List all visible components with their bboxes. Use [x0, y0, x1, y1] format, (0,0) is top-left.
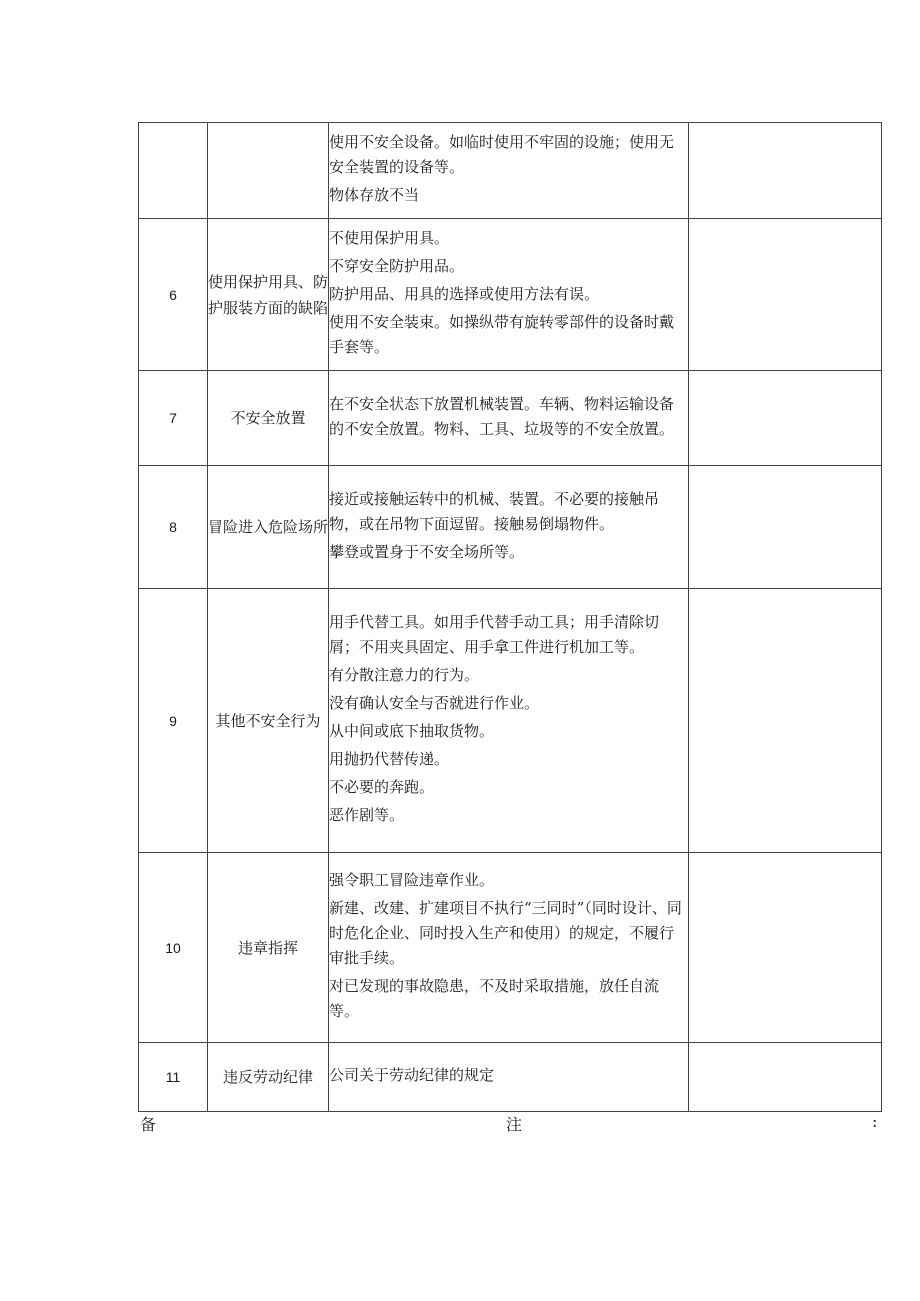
row-remark-cell: [689, 123, 882, 219]
description-item: 没有确认安全与否就进行作业。: [329, 694, 540, 712]
note-label-zhu: 注: [506, 1115, 523, 1134]
row-number: 7: [139, 371, 208, 466]
row-remark-cell: [689, 853, 882, 1043]
description-item: 攀登或置身于不安全场所等。: [329, 542, 525, 561]
description-item: 用手代替工具。如用手代替手动工具；用手清除切屑；不用夹具固定、用手拿工件进行机加工等。: [329, 613, 660, 656]
description-item: 使用不安全装束。如操纵带有旋转零部件的设备时戴手套等。: [329, 313, 675, 356]
row-description: [329, 371, 689, 466]
description-item: 对已发现的事故隐患，不及时采取措施，放任自流等。: [329, 977, 660, 1020]
row-description: [329, 589, 689, 853]
note-label-bei: 备: [140, 1115, 157, 1134]
row-remark-cell: [689, 371, 882, 466]
row-description: [329, 466, 689, 589]
row-remark-cell: [689, 1043, 882, 1112]
row-description: [329, 219, 689, 371]
row-description: [329, 1043, 689, 1112]
description-item: 恶作剧等。: [329, 806, 405, 824]
description-item: 不必要的奔跑。: [329, 778, 435, 796]
table-row: [139, 1043, 882, 1112]
description-item: 物体存放不当: [329, 186, 420, 204]
description-item: 新建、改建、扩建项目不执行“三同时”（同时设计、同时危化企业、同时投入生产和使用）的规定，不履行审批手续。: [329, 899, 682, 967]
row-description: [329, 123, 689, 219]
table-body: [139, 123, 882, 1112]
description-item: 不使用保护用具。: [329, 229, 450, 247]
row-category: 不安全放置: [208, 371, 329, 466]
row-category: 冒险进入危险场所: [208, 466, 329, 589]
row-category: 违章指挥: [208, 853, 329, 1043]
description-item: 从中间或底下抽取货物。: [329, 722, 495, 740]
row-remark-cell: [689, 466, 882, 589]
table-row: [139, 371, 882, 466]
row-number: 10: [139, 853, 208, 1043]
description-item: 使用不安全设备。如临时使用不牢固的设施；使用无安全装置的设备等。: [329, 133, 675, 176]
description-item: 接近或接触运转中的机械、装置。不必要的接触吊物，或在吊物下面逗留。接触易倒塌物件。: [329, 489, 660, 533]
row-number: 9: [139, 589, 208, 853]
row-category: [208, 123, 329, 219]
row-number: 8: [139, 466, 208, 589]
row-number: 11: [139, 1043, 208, 1112]
description-item: 用抛扔代替传递。: [329, 750, 450, 768]
hazard-behavior-table: [138, 122, 882, 1112]
table-row: [139, 589, 882, 853]
description-item: 强令职工冒险违章作业。: [329, 871, 495, 889]
description-item: 有分散注意力的行为。: [329, 666, 480, 684]
description-item: 不穿安全防护用品。: [329, 257, 465, 275]
row-description: [329, 853, 689, 1043]
table-row: [139, 853, 882, 1043]
row-category: 其他不安全行为: [208, 589, 329, 853]
description-item: 防护用品、用具的选择或使用方法有误。: [329, 285, 600, 303]
row-remark-cell: [689, 589, 882, 853]
description-item: 公司关于劳动纪律的规定: [329, 1066, 495, 1084]
row-category: 使用保护用具、防护服装方面的缺陷: [208, 219, 329, 371]
row-category: 违反劳动纪律: [208, 1043, 329, 1112]
note-colon: :: [872, 1112, 878, 1131]
table-row: [139, 219, 882, 371]
table-row: [139, 466, 882, 589]
row-number: 6: [139, 219, 208, 371]
description-item: 在不安全状态下放置机械装置。车辆、物料运输设备的不安全放置。物料、工具、垃圾等的不安全放置。: [329, 394, 675, 438]
row-remark-cell: [689, 219, 882, 371]
row-number: [139, 123, 208, 219]
table-row: [139, 123, 882, 219]
